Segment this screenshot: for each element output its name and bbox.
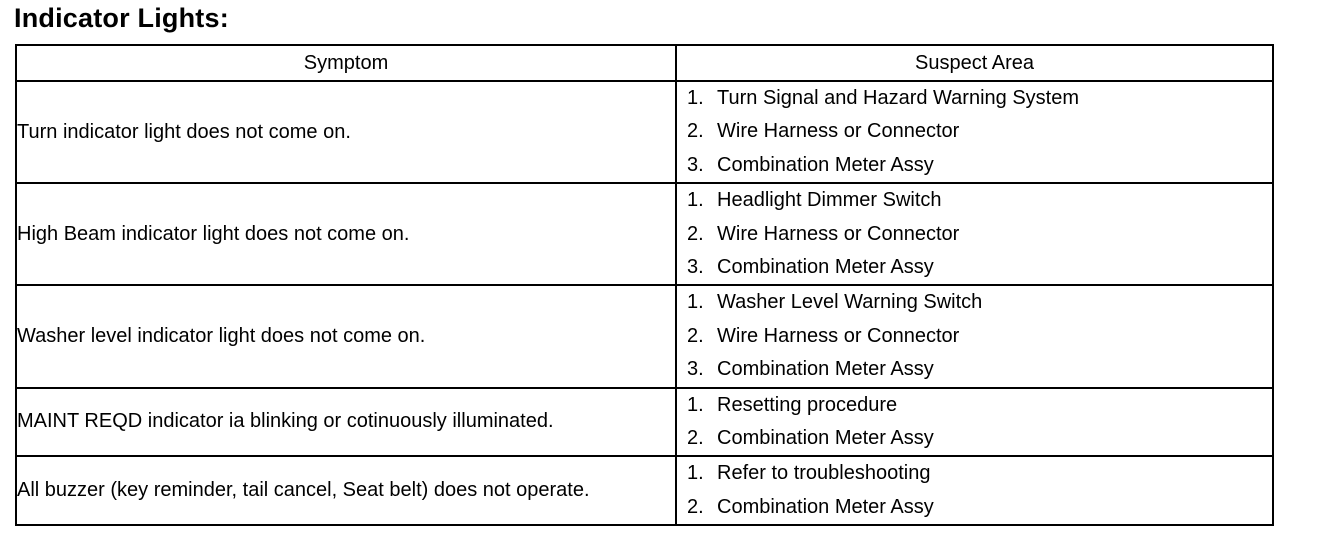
item-number: 2. (687, 120, 704, 143)
table-row (16, 456, 1273, 525)
table-row (16, 81, 1273, 183)
suspect-item (677, 184, 1272, 217)
indicator-lights-table (15, 44, 1274, 526)
symptom-column-header: Symptom (16, 45, 676, 81)
item-number: 1. (687, 87, 704, 109)
suspect-area-cell (676, 285, 1273, 387)
suspect-item (677, 457, 1272, 490)
symptom-cell: MAINT REQD indicator ia blinking or cotinuously illuminated. (16, 388, 676, 457)
item-text: Wire Harness or Connector (717, 324, 960, 347)
item-number: 2. (687, 324, 704, 347)
item-number: 3. (687, 255, 704, 278)
item-number: 1. (687, 189, 704, 212)
suspect-area-column-header: Suspect Area (676, 45, 1273, 81)
item-text: Wire Harness or Connector (717, 222, 960, 245)
suspect-item (677, 353, 1272, 386)
item-text: Turn Signal and Hazard Warning System (717, 87, 1080, 109)
item-text: Refer to troubleshooting (717, 462, 931, 485)
symptom-cell: Washer level indicator light does not come on. (16, 285, 676, 387)
item-number: 2. (687, 222, 704, 245)
suspect-item (677, 115, 1272, 148)
page-title: Indicator Lights: (14, 3, 229, 33)
suspect-item (677, 251, 1272, 284)
item-text: Headlight Dimmer Switch (717, 189, 942, 212)
symptom-cell: All buzzer (key reminder, tail cancel, Seat belt) does not operate. (16, 456, 676, 525)
item-number: 1. (687, 291, 704, 314)
item-text: Wire Harness or Connector (717, 120, 960, 143)
suspect-item (677, 82, 1272, 115)
suspect-item (677, 320, 1272, 353)
table-header-row (16, 45, 1273, 81)
suspect-area-cell (676, 388, 1273, 457)
item-number: 1. (687, 393, 704, 416)
item-text: Combination Meter Assy (717, 426, 934, 449)
item-number: 1. (687, 462, 704, 485)
suspect-item (677, 422, 1272, 455)
suspect-item (677, 218, 1272, 251)
suspect-item (677, 149, 1272, 182)
suspect-item (677, 389, 1272, 422)
item-number: 3. (687, 153, 704, 176)
table-row (16, 388, 1273, 457)
item-text: Combination Meter Assy (717, 153, 934, 176)
symptom-cell: Turn indicator light does not come on. (16, 81, 676, 183)
item-text: Combination Meter Assy (717, 358, 934, 381)
item-text: Combination Meter Assy (717, 495, 934, 518)
suspect-area-cell (676, 81, 1273, 183)
suspect-item (677, 491, 1272, 524)
suspect-area-cell (676, 456, 1273, 525)
item-number: 3. (687, 358, 704, 381)
symptom-cell: High Beam indicator light does not come on. (16, 183, 676, 285)
table-row (16, 285, 1273, 387)
item-text: Combination Meter Assy (717, 255, 934, 278)
item-text: Resetting procedure (717, 393, 898, 416)
item-number: 2. (687, 426, 704, 449)
item-text: Washer Level Warning Switch (717, 291, 983, 314)
suspect-item (677, 286, 1272, 319)
table-row (16, 183, 1273, 285)
suspect-area-cell (676, 183, 1273, 285)
item-number: 2. (687, 495, 704, 518)
